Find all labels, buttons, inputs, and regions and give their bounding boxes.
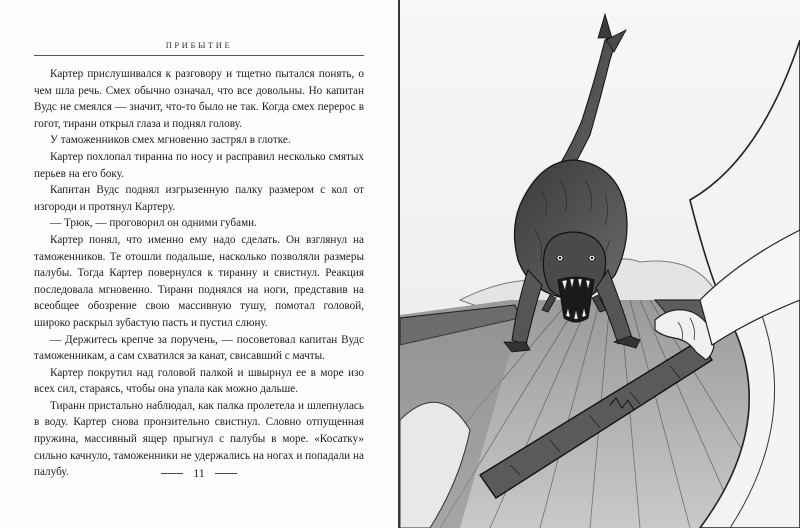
page-number: 11: [193, 465, 205, 480]
body-text: [34, 66, 364, 481]
page-folio: [34, 464, 364, 482]
right-page: [400, 0, 800, 528]
folio-dash-left: [161, 473, 183, 474]
paragraph: У таможенников смех мгновенно застрял в глотке.: [50, 134, 291, 147]
left-page: [0, 0, 399, 528]
paragraph: Тиранн пристально наблюдал, как палка пролетела и шлепнулась в воду. Картер снова пронзительно свистнул. Словно отпущенная пружина, массивный ящер прыгнул с палубы в море. «Косатку» сильно качнуло, таможенники не удержались на ногах и попадали на палубу.: [34, 399, 364, 479]
paragraph: Картер прислушивался к разговору и тщетно пытался понять, о чем шла речь. Смех обычно означал, что все довольны. Но капитан Вудс не смеялся — значит, что-то было не так. Когда смех перерос в гогот, тиранн открыл глаза и поднял голову.: [34, 68, 364, 130]
folio-dash-right: [215, 473, 237, 474]
paragraph: — Держитесь крепче за поручень, — посоветовал капитан Вудс таможенникам, а сам схватился за канат, свисавший с мачты.: [34, 333, 364, 363]
dinosaur-illustration: [400, 0, 800, 528]
paragraph: Капитан Вудс поднял изгрызенную палку размером с кол от изгороди и протянул Картеру.: [34, 184, 364, 213]
paragraph: Картер похлопал тиранна по носу и расправил несколько смятых перьев на его боку.: [34, 150, 364, 180]
header-rule: [34, 55, 364, 56]
paragraph: Картер понял, что именно ему надо сделать. Он взглянул на таможенников. Те отошли подальше, насколько позволяли размеры палубы. Тогда Картер повернулся к тиранну и свистнул. Реакция последовала мгновенно. Тиранн поднялся на ноги, представив на всеобщее обозрение свою массивную тушу, помотал головой, широко раскрыл зубастую пасть и пустил слюну.: [34, 233, 364, 329]
paragraph: — Трюк, — проговорил он одними губами.: [50, 217, 257, 230]
running-head: ПРИБЫТИЕ: [165, 40, 233, 50]
paragraph: Картер покрутил над головой палкой и швырнул ее в море изо всех сил, стараясь, чтобы она упала как можно дальше.: [34, 366, 364, 396]
